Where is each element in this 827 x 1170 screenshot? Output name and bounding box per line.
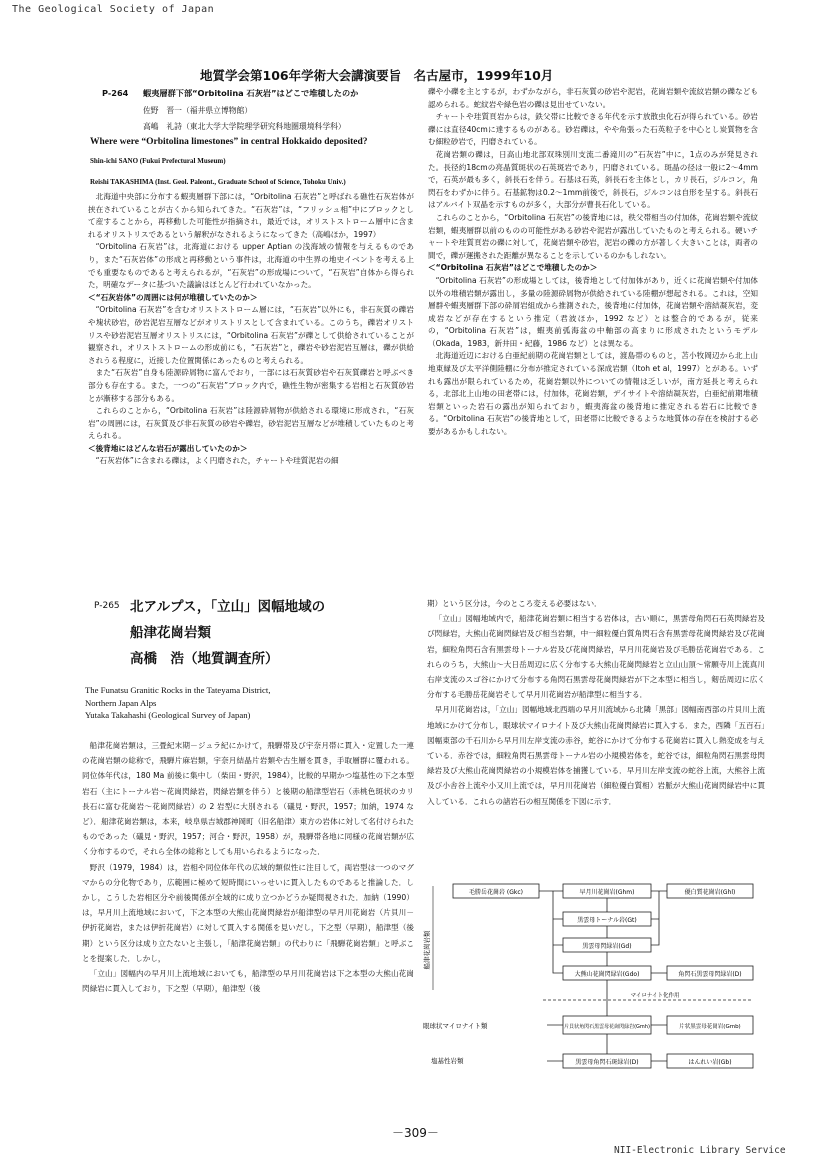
label-hayatsuki: 早月川花崗岩(Ghm) [579, 889, 635, 896]
section-heading: ＜“Orbitolina 石灰岩”はどこで堆積したのか＞ [428, 263, 598, 273]
paragraph: 野沢（1979，1984）は，岩相や同位体年代の広域的類似性に注目して，両岩型は一つのマグマからの分化物であり，広範囲に極めて短時間にいっせいに貫入したものであると推論した．しかし，こうした岩相区分や前後関係が全域的に成り立つかどうか疑問視された．加納（1990）は，早月川上流地域において，下之本型の大熊山花崗閃緑岩が船津型の早月川花崗岩（片貝川－伊折花崗岩，または伊折花崗岩）に対して貫入する関係を見いだし，下之型（早期），船津型（後期）という区分は成り立たないと主張し，「船津花崗岩類」の代わりに「飛騨花崗岩類」と呼ぶことを提案した．しかし， [82, 862, 414, 963]
english-title-p265 [85, 684, 271, 722]
paragraph: 花崗岩類の礫は，日高山地北部双珠別川支流二番滝川の“石灰岩”中に，1点のみが発見された。長径約18cmの亮晶質斑状の石英斑岩であり，円磨されている。斑晶の径は一般に2〜4mmで，石英が最も多く，斜長石を伴う。石基は石英，斜長石を主体とし，カリ長石，ジルコン，角閃石をわずかに伴う。石基鉱物は0.2〜1mm前後で，斜長石，ジルコンは自形を呈する。斜長石はアルバイト双晶を示すものが多く，大部分が曹長石化している。 [428, 149, 758, 210]
paragraph: 早月川花崗岩は，「立山」図幅地域北西端の早月川流域から北隣「黒部」図幅南西部の片貝川上流地域にかけて分布し，眼球状マイロナイト及び大熊山花崗閃緑岩に貫入する．また，西隣「五百石」図幅東部の千石川から早月川左岸支流の赤谷，蛇谷にかけて分布する花崗岩に貫入し熱変成を与えている．赤谷では，細粒角閃石黒雲母トーナル岩の小規模岩体を，蛇谷では，細粒角閃石黒雲母閃緑岩及び大熊山花崗閃緑岩の小規模岩体を捕獲している．早月川左岸支流の蛇谷上流，大熊谷上流及び小舎谷上流や小又川上流では，早月川花崗岩（細粒優白質相）岩脈が大熊山花崗閃緑岩中に貫入している．これらの諸岩石の相互関係を下図に示す． [427, 705, 765, 806]
p265-left-column [82, 738, 414, 996]
english-author-2: Reishi TAKASHIMA (Inst. Geol. Paleont., Graduate School of Science, Tohoku Univ.) [90, 178, 346, 186]
paragraph: 礫や小礫を主とするが，わずかながら，非石灰質の砂岩や泥岩，花崗岩類や流紋岩類の礫なども認められる。蛇紋岩や緑色岩の礫は見出せていない。 [428, 87, 758, 109]
label-mylonitization: マイロナイト化作用 [630, 993, 680, 999]
title-line-1: 北アルプス，「立山」図幅地域の [130, 599, 326, 615]
label-kegachi: 毛勝岳花崗岩 (Gkc) [468, 889, 524, 896]
english-line-1: The Funatsu Granitic Rocks in the Tateyama District, [85, 685, 271, 695]
paragraph: 「立山」図幅内の早月川上流地域においても，船津型の早月川花崗岩は下之本型の大熊山花崗閃緑岩に貫入しており，下之型（早期），船津型（後 [82, 969, 414, 994]
author-line-1: 佐野 晋一（福井県立博物館） [143, 106, 253, 115]
paragraph: 期）という区分は，今のところ変える必要はない． [427, 599, 602, 608]
paragraph: 船津花崗岩類は，三畳紀末期－ジュラ紀にかけて，飛騨帯及び宇奈月帯に貫入・定置した一連の花崗岩類の総称で，飛騨片麻岩類，宇奈月結晶片岩類や古生層を貫き，手取層群に覆われる。同位体年代は，180 Ma 前後に集中し（柴田・野沢，1984），比較的早期かつ塩基性の下之本型岩石（主にトーナル岩〜花崗閃緑岩，閃緑岩類を伴う）と後期の船津型岩石（赤桃色斑状のカリ長石に富む花崗岩〜花崗閃緑岩）の 2 岩型に大別される（礒見・野沢，1957；加納，1974 など）．船津花崗岩類は，本来，岐阜県吉城郡神岡町（旧名船津）東方の岩体に対して名付けられたものであった（礒見・野沢，1957；河合・野沢，1958）が，飛騨帯各地に同様の花崗岩類が広く分布するので，それら全体の総称としても用いられるようになった． [82, 741, 414, 857]
abstract-id-p264: P-264 [102, 88, 129, 98]
label-biotite-diorite: 黒雲母閃緑岩(Gd) [582, 943, 632, 950]
diagram-label-basic: 塩基性岩類 [431, 1057, 464, 1065]
diagram-side-label: 船津花崗岩類 [423, 930, 431, 970]
paragraph: 北海道近辺における白亜紀前期の花崗岩類としては，渡島帯のものと，苫小牧岡辺から北上山地東縁及び太平洋側陸棚に分布が推定されている深成岩類（Itoh et al，1997）とがある。いずれも露出が限られているため，花崗岩類以外についての情報は乏しいが，南方延長と考えられる，北部北上山地の田老帯には，付加体，花崗岩類，デイサイトや溶結凝灰岩，白亜紀前期堆積岩類といった岩石の露出が知られており，蝦夷海盆の後背地に推定される岩石に比較できる。“Orbitolina 石灰岩”の後背地として，田老帯に比較できるような地質体の存在を検討する必要があるかもしれない。 [428, 351, 758, 437]
label-tonalite: 黒雲母トーナル岩(Gt) [577, 917, 637, 924]
abstract-title-p265 [130, 594, 325, 672]
paragraph: 「立山」図幅地域内で，船津花崗岩類に相当する岩体は，古い順に，黒雲母角閃石石英閃緑岩及び閃緑岩，大熊山花崗閃緑岩及び相当岩類，中一細粒優白質角閃石含有黒雲母花崗閃緑岩及び花崗岩，細粒角閃石含有黒雲母トーナル岩及び花崗閃緑岩，早月川花崗岩及び毛勝岳花崗岩である．これらのうち，大熊山〜大日岳周辺に広く分布する大熊山花崗閃緑岩と立山山頂〜常願寺川上流真川右岸支流のスゴ谷にかけて分布する角閃石黒雲母花崗閃緑岩が下之本型に相当し，剱岳周辺に広く分布する毛勝岳花崗岩そして早月川花崗岩が船津型に相当する． [427, 614, 765, 700]
paragraph: “石灰岩体”に含まれる礫は，よく円磨された，チャートや珪質泥岩の細 [95, 456, 339, 466]
paragraph: “Orbitolina 石灰岩”の形成場としては，後背地として付加体があり，近くに花崗岩類や付加体以外の堆積岩類が露出し，多量の陸源砕屑物が供給されている陸棚が想起される。これは，空知層群や蝦夷層群下部の砕屑岩組成から推測された，後背地に付加体，花崗岩類や溶結凝灰岩，変成岩などが存在するという推定（君波ほか，1992 など）とは整合的であるが，従来の，“Orbitolina 石灰岩”は，蝦夷前弧海盆の中軸部の高まりに形成されたというモデル（Okada，1983，新井田・紀藤，1986 など）とは異なる。 [428, 275, 758, 348]
paragraph: これらのことから，“Orbitolina 石灰岩”の後背地には，秩父帯相当の付加体，花崗岩類や流紋岩類，蝦夷層群以前のものの可能性がある砂岩や泥岩が露出していたものと考えられる。硬いチャートや珪質頁岩の礫に対して，花崗岩類や砂岩，泥岩の礫の方が著しく大きいことは，両者の間で，礫が運搬された距離が異なることを示しているのかもしれない。 [428, 212, 758, 260]
intrusion-relationship-diagram [423, 880, 773, 1102]
label-yuhaku: 優白質花崗岩(Ghl) [684, 889, 736, 896]
label-okuma: 大熊山花崗閃緑岩(Gdo) [574, 971, 640, 978]
paragraph: これらのことから，“Orbitolina 石灰岩”は陸源砕屑物が供給される環境に形成され，“石灰岩”の周囲には，石灰質及び非石灰質の砂岩や礫岩，砂岩泥岩互層などが堆積していたものと考えられる。 [88, 406, 414, 441]
label-hbl-gabbro: 黒雲母角閃石斑緑岩(D) [575, 1059, 639, 1066]
paragraph: 北海道中央部に分布する蝦夷層群下部には，“Orbitolina 石灰岩”と呼ばれる礁性石灰岩体が挟在されていることが古くから知られてきた。“石灰岩”は，“フリッシュ相”中にブロックとして産することから，再移動した可能性が指摘され，最近では，オリストストローム層中に含まれるオリストリスであるという解釈がなされるようになってきた（高嶋ほか，1997） [88, 192, 414, 239]
footer-label: NII-Electronic Library Service [614, 1145, 786, 1156]
author-line: 高橋 浩（地質調査所） [130, 651, 279, 667]
english-author-1: Shin-ichi SANO (Fukui Prefectural Museum) [90, 157, 226, 165]
diagram-label-mylonite: 眼球状マイロナイト類 [423, 1022, 488, 1030]
english-line-2: Northern Japan Alps [85, 697, 157, 708]
section-heading: ＜後背地にはどんな岩石が露出していたのか＞ [88, 443, 248, 453]
paragraph: チャートや珪質頁岩からは，鉄父帯に比較できる年代を示す放散虫化石が得られている。砂岩礫には直径40cmに達するものがある。砂岩礫は，やや角張った石英粒子を中心とし炭質物を含む細粒砂岩で，円磨されている。 [428, 112, 758, 147]
society-label: The Geological Society of Japan [12, 4, 215, 15]
label-gneissic: 片状黒雲母花崗岩(Gmb) [679, 1024, 741, 1030]
p264-right-column [428, 86, 758, 439]
abstract-title-p264: 蝦夷層群下部“Orbitolina 石灰岩”はどこで堆積したのか [143, 88, 359, 98]
english-title-p264: Where were “Orbitolina limestones” in central Hokkaido deposited? [90, 137, 368, 147]
label-hanrei: はんれい岩(Gb) [688, 1059, 732, 1066]
paragraph: また“石灰岩”自身も陸源砕屑物に富んでおり，一部には石灰質砂岩や石灰質礫岩と呼ぶべき部分も存在する。また，一つの“石灰岩”ブロック内で，礁性生物が密集する岩相と石灰質砂岩とが漸移する部分もある。 [88, 368, 414, 403]
author-line-2: 高嶋 礼詩（東北大学大学院理学研究科地圏環境科学科） [143, 122, 346, 131]
label-katakai: 片貝状角閃石黒雲母花崗閃緑岩(Gmh) [564, 1024, 650, 1030]
english-author: Yutaka Takahashi (Geological Survey of Japan) [85, 710, 251, 720]
page-number: －309－ [392, 1126, 439, 1140]
label-hbl-diorite: 角閃石黒雲母閃緑岩(D) [678, 971, 742, 978]
abstract-id-p265: P-265 [94, 601, 120, 611]
p265-right-column [427, 596, 765, 809]
title-line-2: 船津花崗岩類 [130, 625, 211, 641]
paragraph: “Orbitolina 石灰岩”を含むオリストストローム層には，“石灰岩”以外にも，非石灰質の礫岩や塊状砂岩，砂岩泥岩互層などがオリストリスとして含まれている。このうち，礫岩オリストリスや砂岩泥岩互層オリストリスには，“Orbitolina 石灰岩”が礫として供給されていることが観察され，オリストストロームの形成前にも，“石灰岩”と，礫岩や砂岩泥岩互層は，礫が供給されうる程度に，近接した位置関係にあったものと考えられる。 [88, 305, 414, 365]
paragraph: “Orbitolina 石灰岩”は，北海道における upper Aptian の浅海域の情報を与えるものであり，また“石灰岩体”の形成と再移動という事件は，北海道の中生界の地史イベントを考える上でも重要なものであると考えられるが，“石灰岩”の形成場について，“石灰岩”自体から得られた，明確なデータに基づいた議論はほとんど行われていなかった。 [88, 242, 414, 290]
page-header: 地質学会第106年学術大会講演要旨 名古屋市，1999年10月 [200, 68, 554, 83]
section-heading: ＜“石灰岩体”の周囲には何が堆積していたのか＞ [88, 292, 258, 302]
p264-left-column [88, 191, 414, 468]
